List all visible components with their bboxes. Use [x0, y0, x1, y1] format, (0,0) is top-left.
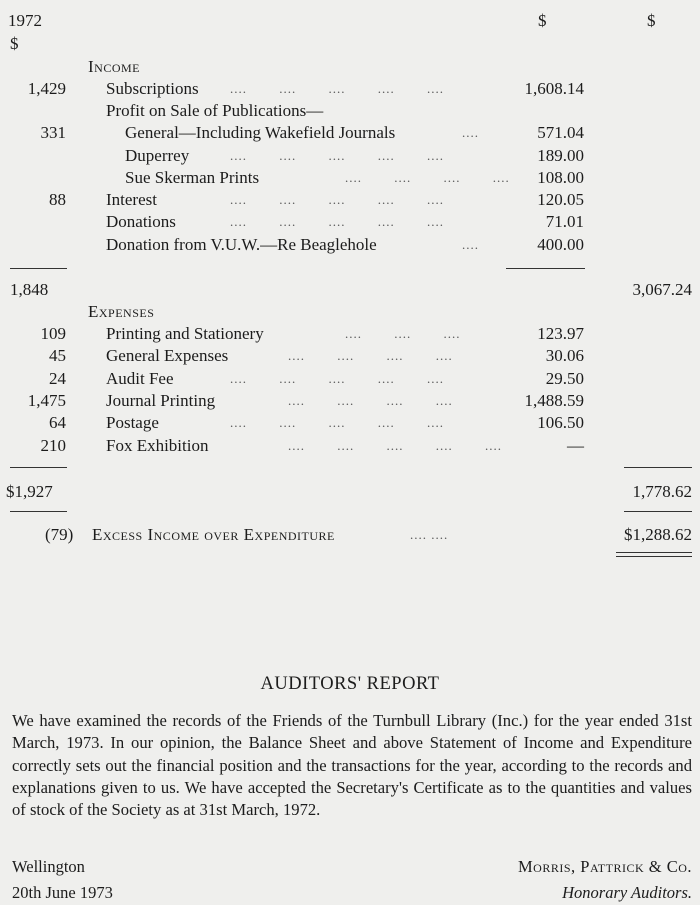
row-prior-amount: 109: [40, 324, 66, 343]
expense-total-rule-bottom: [624, 511, 692, 512]
row-label: Audit Fee: [106, 369, 174, 388]
row-amount: 571.04: [537, 123, 584, 142]
leader-dots: .... .... .... .... ....: [230, 371, 444, 386]
row-amount: 189.00: [537, 146, 584, 165]
row-amount: 29.50: [545, 369, 584, 388]
row-prior-amount: 210: [40, 436, 66, 455]
row-label: General—Including Wakefield Journals: [125, 123, 396, 142]
excess-label: Excess Income over Expenditure: [92, 525, 335, 544]
leader-dots: ....: [462, 237, 479, 252]
row-amount: 71.01: [545, 212, 584, 231]
row-amount: 1,608.14: [524, 79, 584, 98]
income-prior-total: 1,848: [10, 280, 49, 299]
income-subtotal-rule: [506, 268, 585, 269]
auditor-firm: Morris, Pattrick & Co.: [518, 857, 692, 876]
excess-prior: (79): [45, 525, 74, 544]
leader-dots: .... .... .... .... ....: [230, 415, 444, 430]
row-label: Journal Printing: [106, 391, 216, 410]
signature-date: 20th June 1973: [12, 883, 113, 902]
auditors-report-body: We have examined the records of the Friends of the Turnbull Library (Inc.) for the year ended 31st March, 1973. In our opinion, the Balance Sheet and above Statement of Income and Expenditure correctly sets out the financial position and the transactions for the year, according to the records and explanations given to us. We have accepted the Secretary's Certificate as to the quantities and values of stock of the Society as at 31st March, 1972.: [12, 711, 692, 820]
row-amount: 400.00: [537, 235, 584, 254]
row-prior-amount: 45: [49, 346, 66, 365]
excess-rule-1: [616, 552, 692, 553]
income-total: 3,067.24: [632, 280, 692, 299]
prior-currency-header: $: [10, 34, 19, 53]
excess-amount: $1,288.62: [624, 525, 692, 544]
excess-rule-2: [616, 556, 692, 557]
show-through-text: [420, 60, 423, 76]
row-label: General Expenses: [106, 346, 229, 365]
expense-total-rule-top: [624, 467, 692, 468]
excess-leader-dots: .... ....: [410, 527, 449, 542]
row-prior-amount: 24: [49, 369, 66, 388]
leader-dots: .... .... .... ....: [288, 393, 453, 408]
leader-dots: .... .... ....: [345, 326, 461, 341]
auditors-report-title: AUDITORS' REPORT: [260, 674, 440, 694]
row-amount: 108.00: [537, 168, 584, 187]
row-amount: 106.50: [537, 413, 584, 432]
leader-dots: .... .... .... .... ....: [230, 214, 444, 229]
expenses-heading: Expenses: [88, 302, 155, 321]
leader-dots: .... .... .... ....: [288, 348, 453, 363]
prior-expense-rule-bottom: [10, 511, 67, 512]
row-label: Fox Exhibition: [106, 436, 209, 455]
row-amount: 30.06: [545, 346, 584, 365]
expenses-total: 1,778.62: [632, 482, 692, 501]
row-amount: 1,488.59: [524, 391, 584, 410]
amount-currency-header: $: [538, 11, 547, 30]
row-prior-amount: 1,429: [27, 79, 66, 98]
row-amount: —: [567, 436, 584, 455]
row-prior-amount: 1,475: [27, 391, 66, 410]
row-label: Duperrey: [125, 146, 190, 165]
row-amount: 120.05: [537, 190, 584, 209]
signature-place: Wellington: [12, 857, 85, 876]
prior-subtotal-rule: [10, 268, 67, 269]
row-label: Subscriptions: [106, 79, 199, 98]
leader-dots: .... .... .... .... ....: [230, 192, 444, 207]
row-label: Postage: [106, 413, 159, 432]
leader-dots: .... .... .... .... ....: [288, 438, 502, 453]
prior-year-header: 1972: [8, 11, 42, 30]
leader-dots: .... .... .... ....: [345, 170, 510, 185]
row-label: Donations: [106, 212, 176, 231]
row-prior-amount: 64: [49, 413, 66, 432]
row-amount: 123.97: [537, 324, 584, 343]
income-heading: Income: [88, 57, 140, 76]
auditor-role: Honorary Auditors.: [562, 883, 692, 902]
row-label: Printing and Stationery: [106, 324, 264, 343]
row-prior-amount: 88: [49, 190, 66, 209]
total-currency-header: $: [647, 11, 656, 30]
prior-expense-rule: [10, 467, 67, 468]
row-label: Donation from V.U.W.—Re Beaglehole: [106, 235, 377, 254]
expenses-prior-total: $1,927: [6, 482, 53, 501]
row-label: Interest: [106, 190, 157, 209]
leader-dots: ....: [462, 125, 479, 140]
leader-dots: .... .... .... .... ....: [230, 148, 444, 163]
row-label: Sue Skerman Prints: [125, 168, 260, 187]
row-label: Profit on Sale of Publications—: [106, 101, 324, 120]
leader-dots: .... .... .... .... ....: [230, 81, 444, 96]
row-prior-amount: 331: [40, 123, 66, 142]
